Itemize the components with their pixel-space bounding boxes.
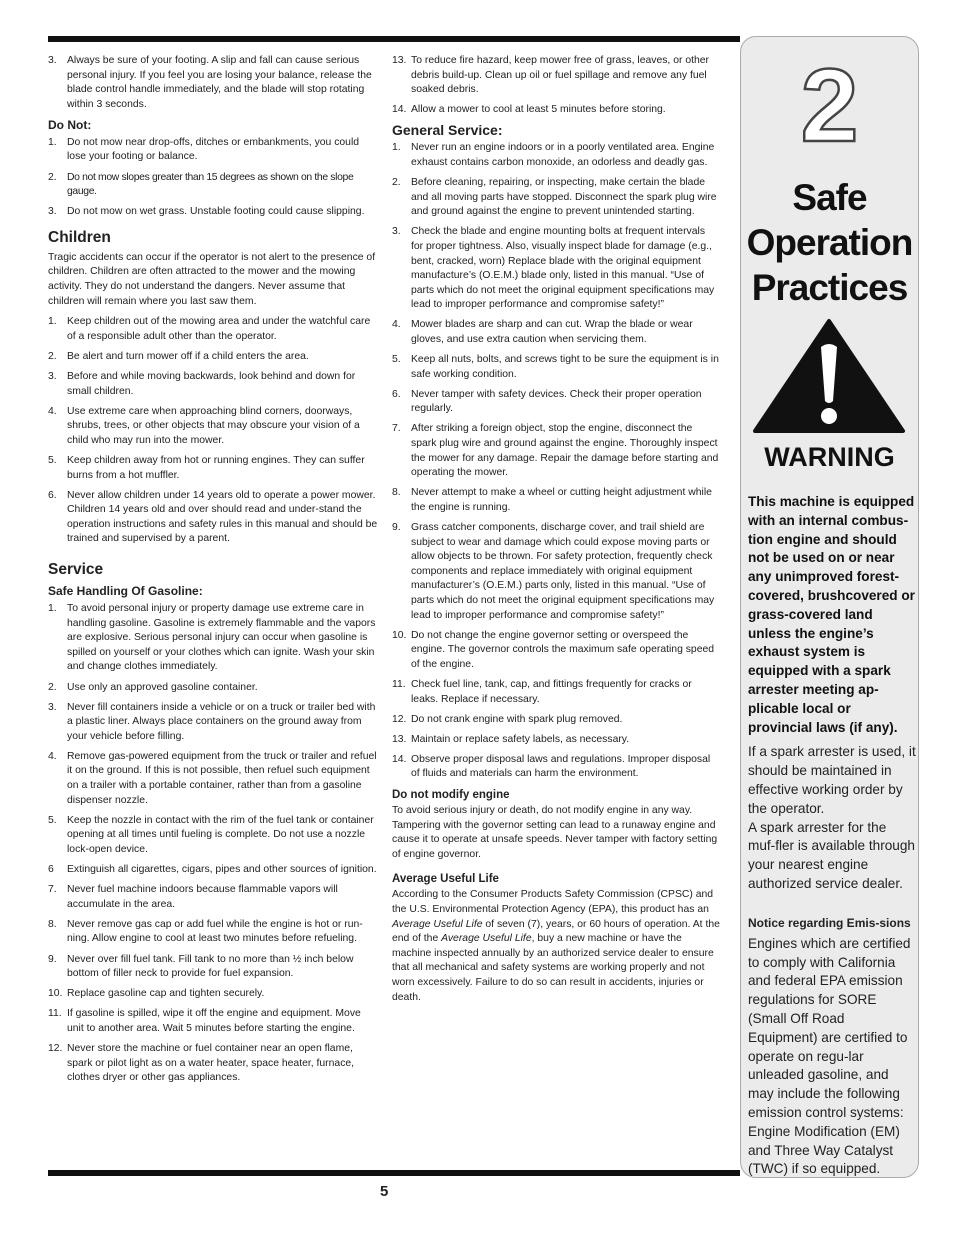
item-text: Never remove gas cap or add fuel while the engine is hot or run-ning. Allow engine to cool at least two minutes before refueling. bbox=[67, 918, 363, 945]
chapter-sidebar bbox=[740, 36, 919, 1178]
item-text: Use only an approved gasoline container. bbox=[67, 681, 258, 693]
item-text: Keep children out of the mowing area and under the watchful care of a responsible adult other than the operator. bbox=[67, 316, 371, 342]
do-not-modify-heading: Do not modify engine bbox=[392, 789, 510, 802]
item-text: Do not mow on wet grass. Unstable footing could cause slipping. bbox=[67, 206, 365, 218]
item-text: Never fuel machine indoors because flammable vapors will accumulate in the area. bbox=[67, 884, 338, 910]
list-item bbox=[48, 987, 378, 1002]
item-number: 3. bbox=[48, 55, 57, 66]
item-number: 4. bbox=[48, 405, 57, 417]
service-heading: Service bbox=[48, 561, 104, 579]
item-text: Never fill containers inside a vehicle or on a truck or trailer bed with a plastic liner. Always place containers on the ground away from your vehicle before filling. bbox=[67, 701, 376, 742]
aul-text: , buy a new machine or have the machine inspected annually by an authorized service dealer to ensure that all mechanical and safety systems are working properly and not worn excessively. Failure to do so can result in accidents, injuries or death. bbox=[392, 933, 714, 1003]
list-item bbox=[392, 713, 720, 728]
list-item bbox=[48, 1042, 378, 1086]
list-item bbox=[48, 205, 378, 220]
item-number: 6 bbox=[48, 864, 54, 876]
general-service-list bbox=[392, 141, 720, 782]
item-number: 1. bbox=[48, 136, 57, 148]
aul-italic: Average Useful Life bbox=[441, 933, 532, 945]
item-number: 11. bbox=[48, 1008, 62, 1020]
item-text: Keep the nozzle in contact with the rim of the fuel tank or container opening at all times until fueling is complete. Do not use a nozzle lock-open device. bbox=[67, 814, 374, 855]
item-number: 14. bbox=[392, 753, 407, 765]
list-item bbox=[48, 370, 378, 399]
item-number: 8. bbox=[392, 487, 401, 499]
item-number: 3. bbox=[48, 206, 57, 218]
warning-triangle-icon bbox=[751, 317, 907, 440]
item-text: Never tamper with safety devices. Check their proper operation regularly. bbox=[411, 388, 702, 415]
item-text: Never attempt to make a wheel or cutting height adjustment while the engine is running. bbox=[411, 487, 712, 513]
item-text: Never allow children under 14 years old to operate a power mower. Children 14 years old and over should read and under-stand the operation instructions and safety rules in this manual and should be trained and supervised by a parent. bbox=[67, 489, 378, 545]
list-item bbox=[48, 136, 378, 165]
list-item bbox=[392, 753, 720, 782]
item-text: Mower blades are sharp and can cut. Wrap the blade or wear gloves, and use extra caution when servicing them. bbox=[411, 319, 693, 345]
aul-text: of seven (7), years, or 60 hours of operation. At the end of the bbox=[392, 918, 720, 945]
item-text: Do not mow slopes greater than 15 degrees as shown on the slope gauge. bbox=[67, 171, 354, 198]
footing-list bbox=[48, 54, 378, 112]
list-item bbox=[48, 171, 378, 200]
gasoline-heading: Safe Handling Of Gasoline: bbox=[48, 584, 203, 599]
list-item bbox=[392, 176, 720, 220]
item-number: 8. bbox=[48, 918, 57, 930]
item-text: Do not change the engine governor setting or overspeed the engine. The governor controls the maximum safe operating speed of the engine. bbox=[411, 629, 715, 670]
list-item bbox=[392, 103, 720, 118]
item-text: Check the blade and engine mounting bolts at frequent intervals for proper tightness. Also, visually inspect blade for damage (e.g., bent, cracked, worn) Replace blade with the original equipment manufacture’s (O.E.M.) blade only, listed in this manual. “Use of parts which do not meet the original equipment specifications may lead to improper performance and compromise safety!” bbox=[411, 226, 715, 311]
arrester-paragraph: A spark arrester for the muf-fler is available through your nearest engine authorized service dealer. bbox=[748, 819, 915, 891]
item-number: 3. bbox=[48, 371, 57, 382]
top-rule bbox=[48, 36, 740, 42]
item-number: 11. bbox=[392, 678, 406, 690]
chapter-number: 2 bbox=[800, 48, 859, 164]
item-text: Do not crank engine with spark plug removed. bbox=[411, 713, 623, 725]
list-item bbox=[48, 315, 378, 344]
list-item bbox=[392, 678, 720, 707]
list-item bbox=[392, 733, 720, 748]
item-text: Remove gas-powered equipment from the truck or trailer and refuel it on the ground. If this is not possible, then refuel such equipment on a trailer with a portable container, rather than from a gasoline dispenser nozzle. bbox=[67, 750, 377, 806]
item-text: To reduce fire hazard, keep mower free of grass, leaves, or other debris build-up. Clean up oil or fuel spillage and remove any fuel soaked debris. bbox=[411, 55, 710, 96]
item-number: 14. bbox=[392, 104, 407, 116]
arrester-paragraph: If a spark arrester is used, it should be maintained in effective working order by the operator. bbox=[748, 744, 916, 816]
emissions-notice-text: Engines which are certified to comply with California and federal EPA emission regulations for SORE (Small Off Road Equipment) are certified to operate on regu-lar unleaded gasoline, and may include the following emission control systems: Engine Modification (EM) and Three Way Catalyst (TWC) if so equipped. bbox=[748, 935, 911, 1177]
item-number: 6. bbox=[392, 388, 401, 400]
list-item bbox=[48, 405, 378, 449]
item-number: 3. bbox=[392, 226, 401, 238]
item-text: Extinguish all cigarettes, cigars, pipes and other sources of ignition. bbox=[67, 864, 377, 876]
item-text: Replace gasoline cap and tighten securely. bbox=[67, 988, 265, 1000]
item-number: 4. bbox=[392, 319, 401, 331]
aul-text: According to the Consumer Products Safety Commission (CPSC) and the U.S. Environmental Protection Agency (EPA), this product has an bbox=[392, 889, 714, 915]
item-number: 13. bbox=[392, 55, 407, 66]
item-text: To avoid personal injury or property damage use extreme care in handling gasoline. Gasoline is extremely flammable and the vapors are explosive. Serious personal injury can occur when gasoline is spilled on yourself or your clothes which can ignite. Wash your skin and change clothes immediately. bbox=[67, 603, 376, 673]
emissions-notice-heading: Notice regarding Emis-sions bbox=[748, 915, 911, 930]
list-item bbox=[392, 54, 720, 98]
list-item bbox=[392, 422, 720, 480]
list-item bbox=[48, 350, 378, 365]
list-item bbox=[48, 1007, 378, 1036]
item-text: Grass catcher components, discharge cover, and trail shield are subject to wear and damage which could expose moving parts or allow objects to be thrown. For safety protection, frequently check components and replace immediately with original equipment manufacturer’s (O.E.M.) parts only, listed in this manual. “Use of parts which do not meet the original equipment specifications may lead to improper performance and compromise safety!” bbox=[411, 522, 715, 621]
bottom-rule bbox=[48, 1170, 740, 1176]
do-not-modify-text: To avoid serious injury or death, do not modify engine in any way. Tampering with the governor setting can lead to a runaway engine and cause it to operate at unsafe speeds. Never tamper with factory setting of engine governor. bbox=[392, 805, 718, 860]
item-number: 2. bbox=[48, 681, 57, 693]
gasoline-list bbox=[48, 602, 378, 1086]
left-column bbox=[48, 54, 378, 1091]
children-intro: Tragic accidents can occur if the operator is not alert to the presence of children. Children are often attracted to the mower and the mowing activity. They do not understand the dangers. Never assume that children will remain where you last saw them. bbox=[48, 251, 376, 307]
item-number: 12. bbox=[48, 1042, 63, 1054]
item-text: Observe proper disposal laws and regulations. Improper disposal of fluids and materials can harm the environment. bbox=[411, 753, 711, 780]
item-number: 2. bbox=[392, 177, 401, 189]
general-service-heading: General Service: bbox=[392, 122, 503, 139]
middle-column bbox=[392, 54, 720, 1011]
do-not-list bbox=[48, 136, 378, 220]
item-number: 10. bbox=[48, 988, 63, 1000]
list-item bbox=[48, 863, 378, 878]
item-number: 2. bbox=[48, 350, 57, 362]
aul-italic: Average Useful Life bbox=[392, 918, 483, 930]
warning-label: WARNING bbox=[764, 442, 895, 472]
item-number: 1. bbox=[48, 603, 57, 615]
item-text: Never over fill fuel tank. Fill tank to no more than ½ inch below bottom of filler neck to provide for fuel expansion. bbox=[67, 953, 354, 980]
item-number: 5. bbox=[392, 354, 401, 366]
item-number: 9. bbox=[48, 953, 57, 965]
item-text: Before cleaning, repairing, or inspecting, make certain the blade and all moving parts have stopped. Disconnect the spark plug wire and ground against the engine to prevent unintended starting. bbox=[411, 177, 717, 218]
list-item bbox=[392, 141, 720, 170]
item-text: Never run an engine indoors or in a poorly ventilated area. Engine exhaust contains carbon monoxide, an odorless and deadly gas. bbox=[411, 142, 715, 168]
item-text: Keep children away from hot or running engines. They can suffer burns from a hot muffler. bbox=[67, 454, 365, 481]
item-text: If gasoline is spilled, wipe it off the engine and equipment. Move unit to another area. Wait 5 minutes before starting the engine. bbox=[67, 1008, 361, 1034]
item-number: 5. bbox=[48, 814, 57, 826]
list-item bbox=[392, 388, 720, 417]
list-item bbox=[392, 225, 720, 313]
item-text: Maintain or replace safety labels, as necessary. bbox=[411, 733, 630, 745]
list-item bbox=[392, 318, 720, 347]
list-item bbox=[48, 454, 378, 483]
item-text: Be alert and turn mower off if a child enters the area. bbox=[67, 350, 309, 362]
list-item bbox=[392, 353, 720, 382]
average-useful-life-text bbox=[392, 888, 720, 1005]
list-item bbox=[48, 883, 378, 912]
children-heading: Children bbox=[48, 228, 111, 246]
item-number: 6. bbox=[48, 489, 57, 501]
spark-arrester-warning: This machine is equipped with an internal combus-tion engine and should not be used on or near any unimproved forest-covered, brushcovered or grass-covered land unless the engine’s exhaust system is equipped with a spark arrester meeting ap-plicable local or provincial laws (if any). bbox=[748, 494, 915, 735]
list-item bbox=[392, 521, 720, 623]
title-line: Operation bbox=[746, 222, 913, 263]
list-item bbox=[392, 486, 720, 515]
item-text: Allow a mower to cool at least 5 minutes before storing. bbox=[411, 104, 666, 116]
title-line: Practices bbox=[751, 267, 908, 308]
item-number: 4. bbox=[48, 750, 57, 762]
title-line: Safe bbox=[792, 177, 867, 218]
item-number: 2. bbox=[48, 171, 57, 183]
average-useful-life-heading: Average Useful Life bbox=[392, 873, 499, 886]
item-text: Keep all nuts, bolts, and screws tight to be sure the equipment is in safe working condition. bbox=[411, 354, 719, 380]
item-number: 12. bbox=[392, 713, 407, 725]
gasoline-list-continued bbox=[392, 54, 720, 118]
item-number: 1. bbox=[392, 142, 401, 154]
item-text: After striking a foreign object, stop the engine, disconnect the spark plug wire and ground against the engine. Thoroughly inspect the mower for any damage. Repair the damage before starting and operating the mower. bbox=[411, 423, 719, 479]
children-list bbox=[48, 315, 378, 547]
list-item bbox=[48, 814, 378, 858]
do-not-heading: Do Not: bbox=[48, 117, 92, 132]
item-text: Before and while moving backwards, look behind and down for small children. bbox=[67, 371, 356, 397]
list-item bbox=[48, 602, 378, 675]
list-item bbox=[48, 953, 378, 982]
list-item bbox=[48, 918, 378, 947]
list-item bbox=[48, 489, 378, 547]
item-text: Always be sure of your footing. A slip and fall can cause serious personal injury. If you feel you are losing your balance, release the blade control handle immediately, and the blade will stop rotating within 3 seconds. bbox=[67, 55, 372, 110]
item-text: Use extreme care when approaching blind corners, doorways, shrubs, trees, or other objects that may obscure your vision of a child who may run into the mower. bbox=[67, 405, 360, 446]
item-number: 3. bbox=[48, 701, 57, 713]
item-text: Do not mow near drop-offs, ditches or embankments, you could lose your footing or balance. bbox=[67, 136, 360, 163]
item-number: 7. bbox=[392, 423, 401, 435]
page-number: 5 bbox=[380, 1183, 389, 1200]
list-item bbox=[48, 681, 378, 696]
sidebar-text bbox=[748, 493, 916, 1179]
list-item bbox=[48, 701, 378, 745]
item-text: Never store the machine or fuel container near an open flame, spark or pilot light as on a water heater, space heater, furnace, clothes dryer or other gas appliances. bbox=[67, 1042, 355, 1084]
list-item bbox=[48, 750, 378, 808]
list-item bbox=[48, 54, 378, 112]
item-number: 5. bbox=[48, 454, 57, 466]
item-number: 7. bbox=[48, 884, 57, 896]
list-item bbox=[392, 629, 720, 673]
item-text: Check fuel line, tank, cap, and fittings frequently for cracks or leaks. Replace if necessary. bbox=[411, 678, 692, 705]
item-number: 13. bbox=[392, 733, 407, 745]
item-number: 1. bbox=[48, 316, 57, 328]
item-number: 9. bbox=[392, 522, 401, 534]
item-number: 10. bbox=[392, 629, 407, 641]
chapter-title bbox=[741, 175, 918, 310]
